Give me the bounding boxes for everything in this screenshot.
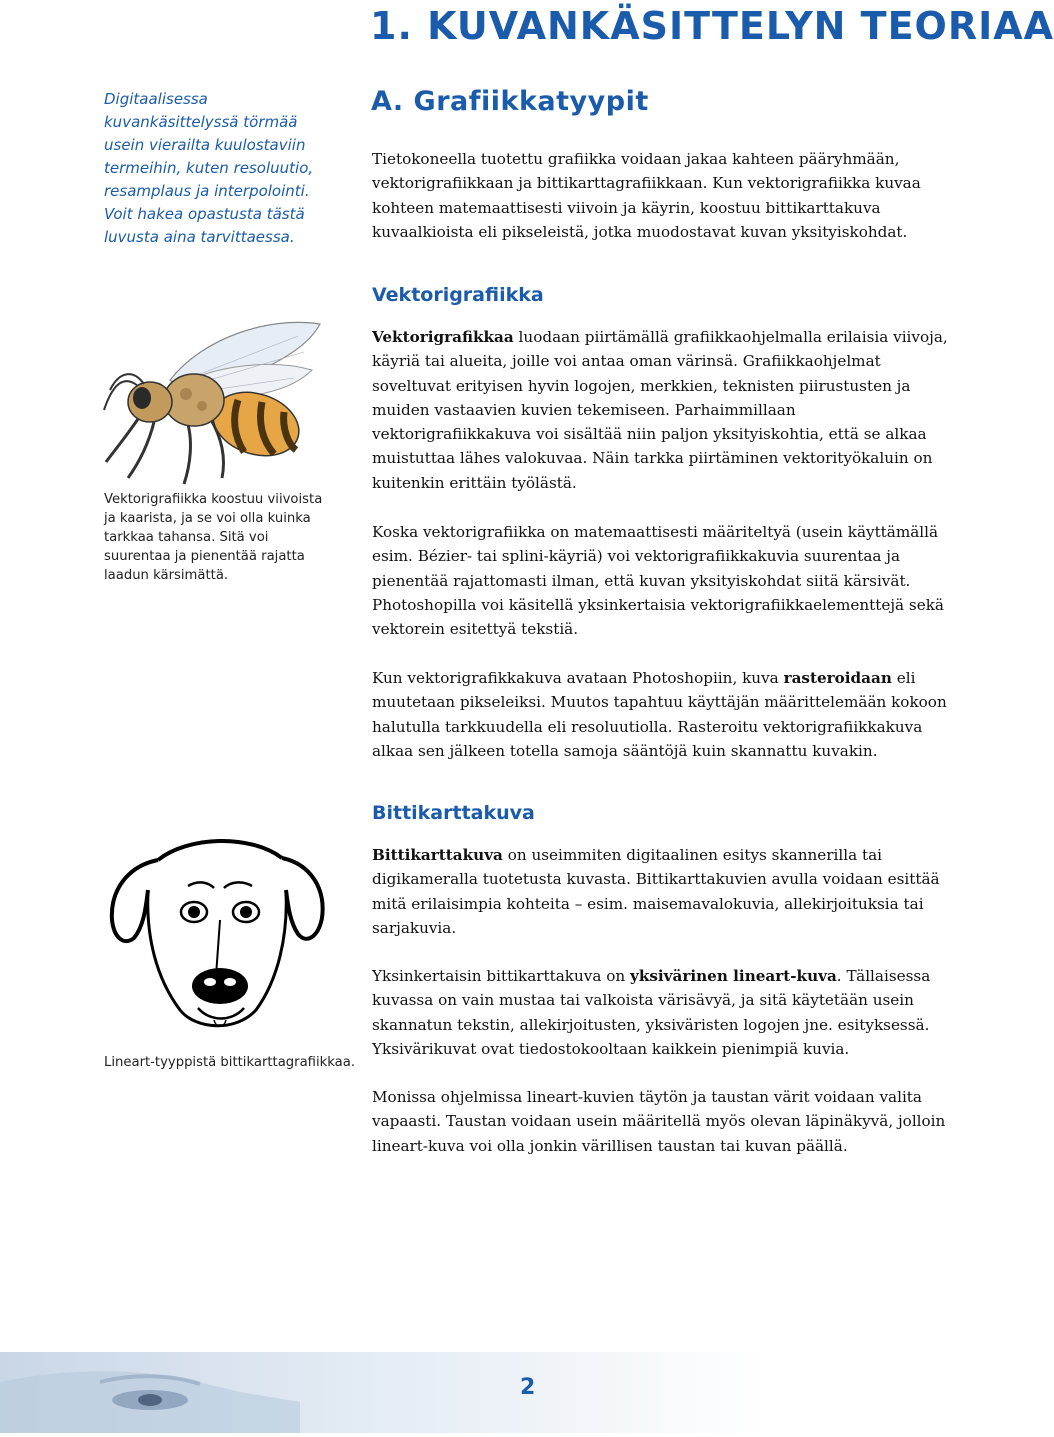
rasterize-term: rasteroidaan — [783, 669, 892, 687]
page-number: 2 — [520, 1375, 536, 1400]
vector-p1-text: luodaan piirtämällä grafiikkaohjelmalla erilaisia viivoja, käyriä tai alueita, joille voi antaa oman värinsä. Grafiikkaohjelmat soveltuvat erityisen hyvin logojen, merkkien, teknisten piirustusten ja muiden vastaavien kuvien tekemiseen. Parhaimmillaan vektorigrafiikkakuva voi sisältää niin paljon yksityiskohtia, että se alkaa muistuttaa lähes valokuvaa. Näin tarkka piirtäminen vektorityökaluin on kuitenkin erittäin työlästä. — [372, 328, 948, 492]
bitmap-p1-text: on useimmiten digitaalinen esitys skannerilla tai digikameralla tuotetusta kuvasta. Bittikarttakuvien avulla voidaan esittää mitä erilaisimpia kohteita – esim. maisemavalokuvia, allekirjoituksia tai sarjakuvia. — [372, 846, 940, 937]
bitmap-paragraph-2 — [372, 964, 956, 1061]
bitmap-paragraph-3: Monissa ohjelmissa lineart-kuvien täytön ja taustan värit voidaan valita vapaasti. Taustan voidaan usein määritellä myös olevan läpinäkyvä, jolloin lineart-kuva voi olla jonkin värillisen taustan tai kuvan päällä. — [372, 1088, 946, 1155]
bee-illustration — [98, 318, 338, 488]
dog-caption: Lineart-tyyppistä bittikarttagrafiikkaa. — [104, 1055, 356, 1070]
footer-face-band — [0, 1352, 960, 1433]
bitmap-heading: Bittikarttakuva — [372, 802, 535, 824]
section-title: A. Grafiikkatyypit — [371, 86, 649, 117]
sidebar-intro: Digitaalisessa kuvankäsittelyssä törmää usein vierailta kuulostaviin termeihin, kuten resoluutio, resamplaus ja interpolointi. Voit hakea opastusta tästä luvusta aina tarvittaessa. — [104, 90, 314, 246]
bitmap-p2-text: . Tällaisessa kuvassa on vain mustaa tai valkoista värisävyä, ja sitä käytetään usein skannatun tekstin, allekirjoitusten, yksiväristen logojen jne. esityksessä. Yksivärikuvat ovat tiedostokooltaan kaikkein pienimpiä kuvia. — [372, 967, 931, 1058]
bitmap-paragraph-1 — [372, 843, 956, 940]
vector-term: Vektorigrafikkaa — [372, 328, 514, 346]
lineart-term: yksivärinen lineart-kuva — [630, 967, 837, 985]
dog-lineart-illustration — [106, 826, 328, 1048]
chapter-title: 1. KUVANKÄSITTELYN TEORIAA — [370, 4, 1054, 48]
vector-heading: Vektorigrafiikka — [372, 284, 544, 306]
bitmap-p2-lead: Yksinkertaisin bittikarttakuva on — [372, 967, 631, 985]
section-intro: Tietokoneella tuotettu grafiikka voidaan jakaa kahteen pääryhmään, vektorigrafiikkaan ja bittikarttagrafiikkaan. Kun vektorigrafiikka kuvaa kohteen matemaattisesti viivoin ja käyrin, koostuu bittikarttakuva kuvaalkioista eli pikseleistä, jotka muodostavat kuvan yksityiskohdat. — [372, 150, 921, 241]
vector-paragraph-2: Koska vektorigrafiikka on matemaattisesti määriteltyä (usein käyttämällä esim. Bézier- tai splini-käyriä) voi vektorigrafiikkakuvia suurentaa ja pienentää rajattomasti ilman, että kuvan yksityiskohdat siitä kärsivät. Photoshopilla voi käsitellä yksinkertaisia vektorigrafiikkaelementtejä sekä vektorein esitettyä tekstiä. — [372, 523, 944, 639]
vector-paragraph-3 — [372, 666, 956, 763]
face-photo-image — [0, 1352, 300, 1433]
vector-paragraph-1 — [372, 325, 956, 495]
vector-p3-text: eli muutetaan pikseleiksi. Muutos tapahtuu käyttäjän määrittelemään kokoon halutulla tarkkuudella eli resoluutiolla. Rasteroitu vektorigrafiikkakuva alkaa sen jälkeen totella samoja sääntöjä kuin skannattu kuvakin. — [372, 669, 947, 760]
bee-caption: Vektorigrafiikka koostuu viivoista ja kaarista, ja se voi olla kuinka tarkkaa tahansa. Sitä voi suurentaa ja pienentää rajatta laadun kärsimättä. — [104, 492, 323, 583]
vector-p3-lead: Kun vektorigrafikkakuva avataan Photoshopiin, kuva — [372, 669, 784, 687]
bitmap-term: Bittikarttakuva — [372, 846, 503, 864]
